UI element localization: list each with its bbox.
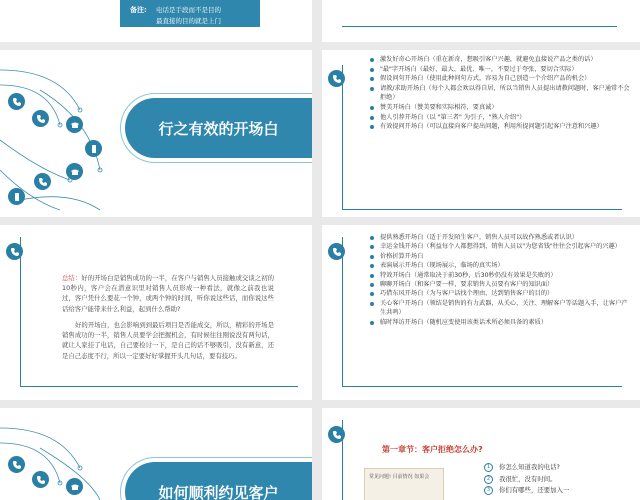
phone-icon: [32, 471, 49, 488]
qa-list: [484, 462, 569, 497]
list-item: 请教/求助开场白（每个人都会欢以得自居，所以当销售人员提出请教问题时，客户通常不会拒绝）: [370, 84, 632, 103]
slide-thumbnail-4[interactable]: [322, 50, 640, 217]
phone-icon: [6, 243, 23, 260]
slide-thumbnail-1[interactable]: [0, 0, 312, 42]
note-line-1: 电话是手段而不是目的: [156, 6, 221, 14]
list-item: 价格折算开场白: [370, 252, 630, 261]
opening-list: [370, 233, 630, 327]
slide-thumbnail-5[interactable]: [0, 225, 312, 400]
list-item: 有效提问开场白（可以直接向客户提出问题，利用所提问题引起客户注意和兴趣）: [370, 122, 632, 132]
divider-line: [342, 26, 617, 27]
opening-list: [370, 55, 632, 132]
qa-text: 我很忙，没有时间。: [499, 474, 557, 483]
phone-icon: [328, 243, 345, 260]
list-item: 幸运金钱开场白（利益每个人都想得到，销售人员以"为您省钱"往往会引起客户的兴趣）: [370, 242, 630, 251]
slide-thumbnail-2[interactable]: [322, 0, 640, 42]
slide-thumbnail-8[interactable]: [322, 408, 640, 500]
slide-thumbnail-3[interactable]: [0, 50, 312, 217]
qa-number: 2: [484, 475, 493, 484]
qa-item: [484, 462, 569, 474]
qa-number: 1: [484, 463, 493, 472]
summary-label: 总结: [62, 274, 75, 282]
qa-item: [484, 474, 569, 486]
qa-text: 你怎么知道我的电话?: [499, 463, 560, 471]
phone-icon: [328, 70, 345, 87]
list-item: 提供熟悉开场白（适于开发陌生客户，销售人员可以故作熟悉或者认识）: [370, 233, 630, 242]
phone-icon: [34, 173, 51, 190]
list-item: 表演展示开场白（现场展示，临场的真实场）: [370, 261, 630, 270]
section-title-band: [125, 462, 312, 500]
slide-thumbnail-6[interactable]: [322, 225, 640, 400]
section-title-band: [125, 98, 312, 158]
note-line-2: 最直接的目的就是上门: [156, 17, 221, 25]
mobile-icon: [8, 188, 25, 205]
slide-thumbnail-7[interactable]: [0, 408, 312, 500]
list-item: 关心客户开场白（领结是销售的有力武器，从关心、关注、理解客户等话题入手，让客户产生共鸣）: [370, 299, 630, 318]
telephone-icon: [66, 116, 83, 133]
list-item: 聊聊开场白（和客户要一样，要求销售人员要有客户的知识面）: [370, 280, 630, 289]
section-title: 行之有效的开场白: [158, 119, 279, 138]
phone-icon: [8, 456, 25, 473]
mobile-icon: [85, 140, 102, 157]
summary-paragraph-1: 总结：好的开场白是销售成功的一半，在客户与销售人员接触或交谈之初的10秒内，客户会在潜意识里对销售人员形成一种看法，就像之前我也说过，客户凭什么要花一个钟，或两个钟的时间，听你说这些话，而你说这些话给客户能带来什么利益，起到什么帮助?: [62, 274, 275, 313]
qa-item: [484, 485, 569, 497]
list-item: "最"字开场白（最好、最大、最优、唯一，不要过于夸张，要切合实际）: [370, 65, 632, 75]
phone-icon: [328, 426, 345, 443]
note-label: 备注:: [130, 6, 147, 14]
scroll-image: [364, 468, 444, 500]
list-item: 假设问句开场白（使用此种问句方式，容易为自己创造一个介绍产品的机会）: [370, 74, 632, 84]
list-item: 临时拜访开场白（随机应变使用该类话术所必须具备的素质）: [370, 318, 630, 327]
list-item: 他人引荐开场白（以 "第三者" 为引子，"熟人介绍"）: [370, 113, 632, 123]
phone-icon: [32, 110, 49, 127]
qa-number: 3: [484, 486, 493, 495]
scroll-text: 常见问题! 目前情况 如果会: [369, 474, 430, 480]
telephone-icon: [66, 478, 83, 495]
list-item: 特效开场白（通常取决于前30秒，后30秒仍没有效果是失败的）: [370, 271, 630, 280]
list-item: 激发好奇心开场白（重在新奇，想吸引客户兴趣，就避免直接说产品之类的话）: [370, 55, 632, 65]
list-item: 巧借东风开场白（为与客户话找个理由，达到销售客户的目的）: [370, 289, 630, 298]
section-title: 如何顺利约见客户: [158, 484, 279, 500]
phone-icon: [8, 93, 25, 110]
list-item: 赞美开场白（赞美要和实际相符，要真诚）: [370, 103, 632, 113]
summary-paragraph-2: 好的开场白，也会影响到到最后项目是否能成交，所以，精彩的开场是销售成功的一半，销售人员要学会把握机会，有时候往往刚说没有两句话，就让人家挂了电话，自己要检讨一下，是自己的话不够吸引，没有新意，还是自己态度不行，所以一定要好好掌握开头几句话，要有技巧。: [62, 321, 274, 360]
qa-text: 你们有哪些，还要加入一: [499, 486, 570, 494]
chapter-heading: 第一章节：客户拒绝怎么办?: [382, 445, 483, 454]
telephone-icon: [66, 163, 83, 180]
